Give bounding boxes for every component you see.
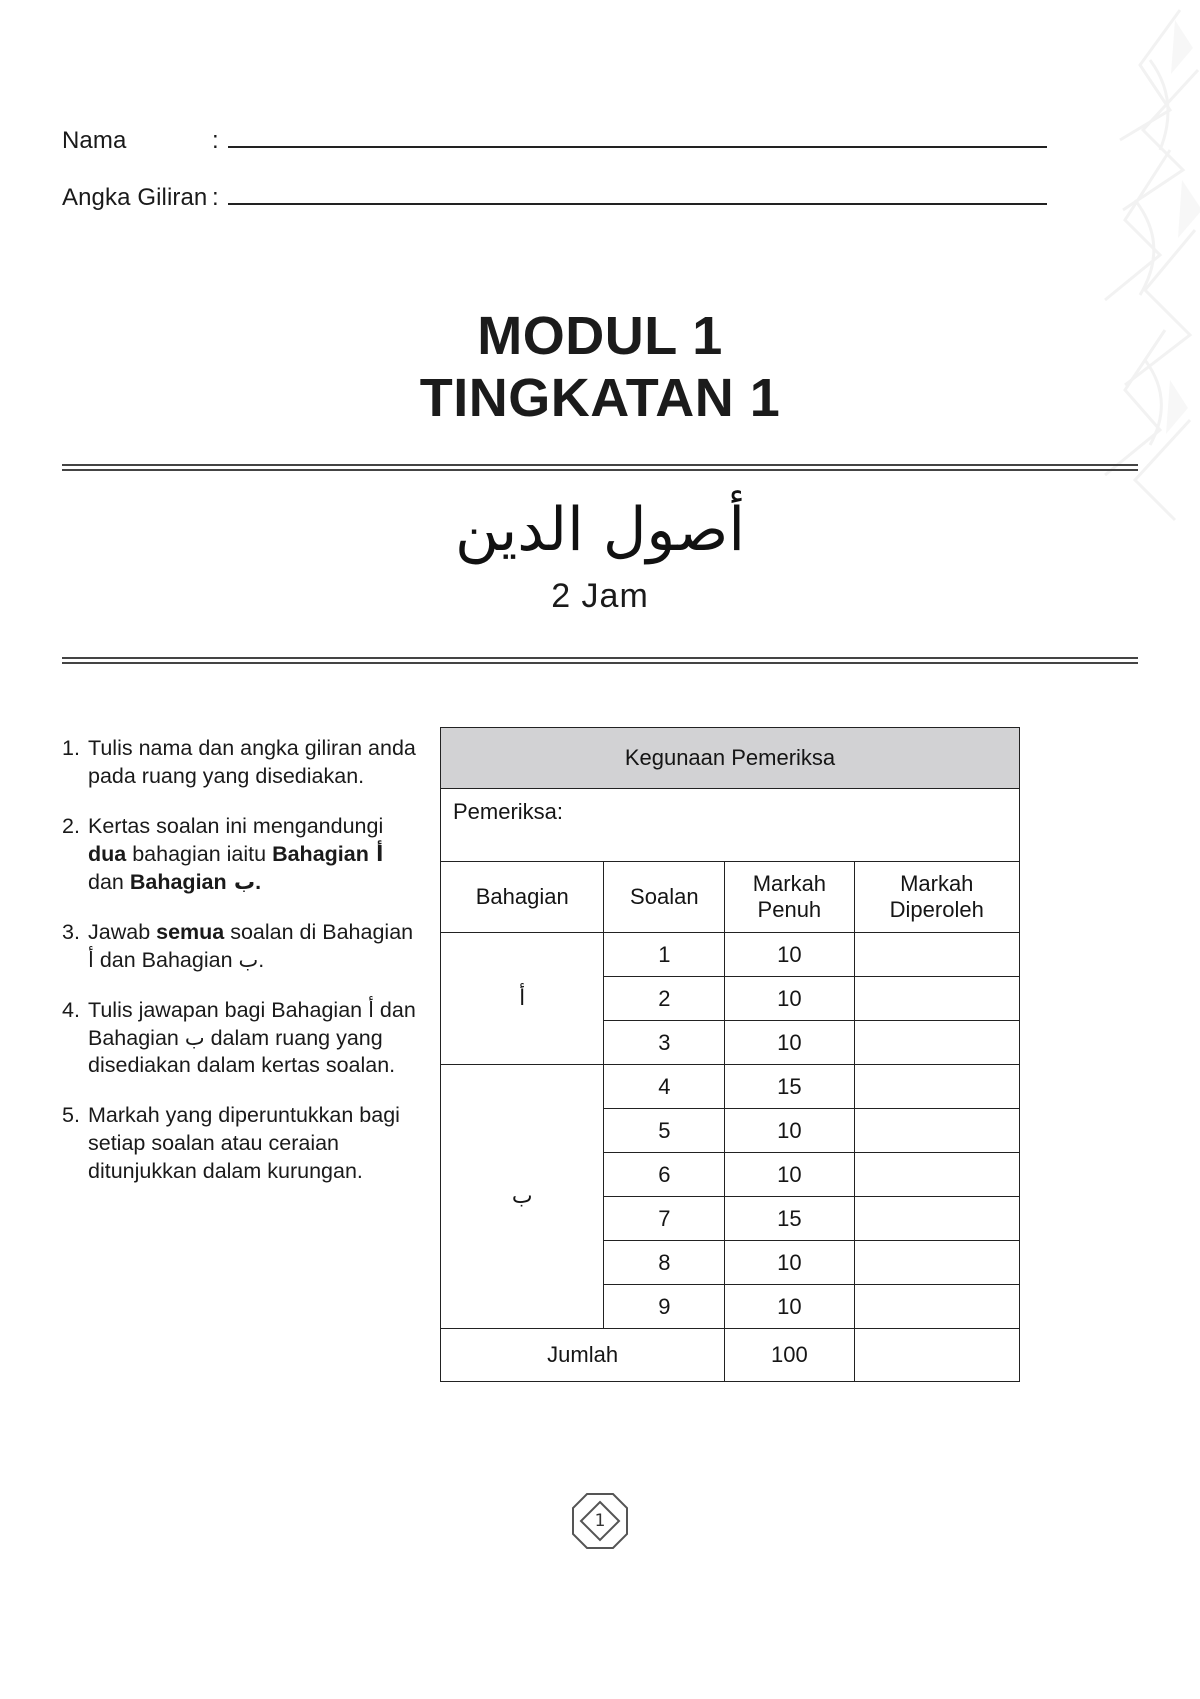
question-number-cell: 1 — [604, 933, 725, 977]
question-number-cell: 4 — [604, 1065, 725, 1109]
instruction-number: 3. — [62, 919, 80, 944]
input-nama[interactable] — [228, 126, 1047, 148]
instruction-item — [62, 1102, 422, 1186]
full-marks-cell: 10 — [725, 1109, 854, 1153]
label-nama: Nama — [62, 127, 127, 154]
column-header — [725, 862, 854, 933]
colon-nama: : — [212, 127, 219, 154]
divider-top — [62, 464, 1138, 469]
full-marks-cell: 10 — [725, 1021, 854, 1065]
field-row-nama — [62, 126, 1047, 155]
instruction-item — [62, 919, 422, 975]
text-fragment: Bahagian — [272, 841, 369, 866]
instruction-text — [88, 997, 422, 1081]
marks-obtained-cell[interactable] — [854, 1197, 1020, 1241]
full-marks-cell: 10 — [725, 1241, 854, 1285]
page-number: 1 — [594, 1511, 606, 1531]
text-fragment: dalam ruang yang disediakan dalam kertas soalan. — [88, 1025, 396, 1078]
full-marks-cell: 10 — [725, 933, 854, 977]
identity-fields — [62, 126, 1047, 240]
column-header-line: Bahagian — [475, 884, 569, 910]
text-fragment: soalan di Bahagian — [224, 919, 414, 944]
examiner-row — [441, 789, 1020, 862]
instruction-text — [88, 1102, 422, 1186]
column-header-line: Penuh — [757, 897, 822, 922]
text-fragment: dua — [88, 841, 127, 866]
marks-obtained-cell[interactable] — [854, 977, 1020, 1021]
subject-title-arabic: أصول الدين — [454, 495, 746, 565]
field-row-angka-giliran — [62, 183, 1047, 212]
total-label: Jumlah — [441, 1329, 725, 1382]
column-header-line: Soalan — [630, 884, 699, 910]
text-fragment: . — [258, 947, 265, 972]
page-number-badge — [569, 1490, 631, 1552]
instruction-item — [62, 997, 422, 1081]
total-row — [441, 1329, 1020, 1382]
marks-table-title-row — [441, 728, 1020, 789]
page-title — [0, 305, 1200, 429]
input-angka-giliran[interactable] — [228, 183, 1047, 205]
text-fragment: Tulis jawapan bagi Bahagian — [88, 997, 369, 1022]
marks-obtained-cell[interactable] — [854, 1241, 1020, 1285]
exam-duration: 2 Jam — [551, 577, 649, 615]
text-fragment: dan Bahagian — [88, 997, 416, 1050]
title-module: MODUL 1 — [477, 306, 723, 366]
column-header-line: Markah — [900, 871, 974, 897]
question-number-cell: 6 — [604, 1153, 725, 1197]
examiner-label[interactable]: Pemeriksa: — [441, 789, 1020, 862]
instruction-number: 5. — [62, 1103, 80, 1128]
instruction-text — [88, 813, 422, 897]
text-fragment: semua — [156, 919, 225, 944]
column-header — [854, 862, 1020, 933]
marks-table-title: Kegunaan Pemeriksa — [441, 728, 1020, 789]
subject-block — [0, 490, 1200, 616]
full-marks-cell: 10 — [725, 1153, 854, 1197]
text-fragment: Markah yang diperuntukkan bagi setiap soalan atau ceraian ditunjukkan dalam kurungan. — [88, 1103, 400, 1184]
question-number-cell: 3 — [604, 1021, 725, 1065]
part-cell: أ — [441, 933, 604, 1065]
arabic-part-label: ب — [184, 1025, 205, 1050]
instruction-text — [88, 919, 422, 975]
table-row — [441, 933, 1020, 977]
question-number-cell: 8 — [604, 1241, 725, 1285]
arabic-part-label: ب — [226, 869, 256, 894]
marks-table — [440, 727, 1020, 1382]
text-fragment: dan Bahagian — [93, 947, 239, 972]
arabic-part-label: أ — [88, 947, 94, 972]
full-marks-cell: 15 — [725, 1197, 854, 1241]
full-marks-cell: 10 — [725, 977, 854, 1021]
column-header-line: Diperoleh — [889, 897, 984, 922]
column-header — [441, 862, 604, 933]
arabic-part-label: أ — [368, 997, 374, 1022]
column-header-line: Markah — [752, 871, 827, 897]
question-number-cell: 2 — [604, 977, 725, 1021]
table-row — [441, 1065, 1020, 1109]
instruction-text — [88, 735, 422, 791]
marks-obtained-cell[interactable] — [854, 1153, 1020, 1197]
question-number-cell: 5 — [604, 1109, 725, 1153]
label-angka-giliran: Angka Giliran — [62, 184, 208, 211]
marks-obtained-cell[interactable] — [854, 1021, 1020, 1065]
full-marks-cell: 15 — [725, 1065, 854, 1109]
text-fragment: Kertas soalan ini mengandungi — [88, 813, 384, 838]
part-cell: ب — [441, 1065, 604, 1329]
instruction-number: 2. — [62, 813, 80, 838]
total-marks-obtained[interactable] — [854, 1329, 1020, 1382]
question-number-cell: 7 — [604, 1197, 725, 1241]
text-fragment: bahagian iaitu — [126, 841, 273, 866]
arabic-part-label: ب — [238, 947, 259, 972]
marks-obtained-cell[interactable] — [854, 1065, 1020, 1109]
instructions-list — [62, 735, 422, 1208]
marks-obtained-cell[interactable] — [854, 933, 1020, 977]
marks-obtained-cell[interactable] — [854, 1109, 1020, 1153]
marks-table-header-row — [441, 862, 1020, 933]
colon-angka-giliran: : — [212, 184, 219, 211]
text-fragment: Jawab — [88, 919, 157, 944]
instruction-item — [62, 735, 422, 791]
instruction-number: 1. — [62, 736, 80, 760]
text-fragment: Bahagian — [129, 869, 227, 894]
column-header — [604, 862, 725, 933]
divider-bottom — [62, 657, 1138, 662]
title-form: TINGKATAN 1 — [419, 368, 781, 429]
question-number-cell: 9 — [604, 1285, 725, 1329]
text-fragment: Tulis nama dan angka giliran anda pada ruang yang disediakan. — [88, 736, 416, 788]
marks-obtained-cell[interactable] — [854, 1285, 1020, 1329]
full-marks-cell: 10 — [725, 1285, 854, 1329]
instruction-item — [62, 813, 422, 897]
arabic-part-label: أ — [368, 841, 384, 866]
total-full-marks: 100 — [725, 1329, 854, 1382]
decorative-watermark — [970, 0, 1200, 560]
text-fragment: dan — [88, 869, 130, 894]
instruction-number: 4. — [62, 997, 80, 1022]
text-fragment: . — [255, 869, 262, 894]
